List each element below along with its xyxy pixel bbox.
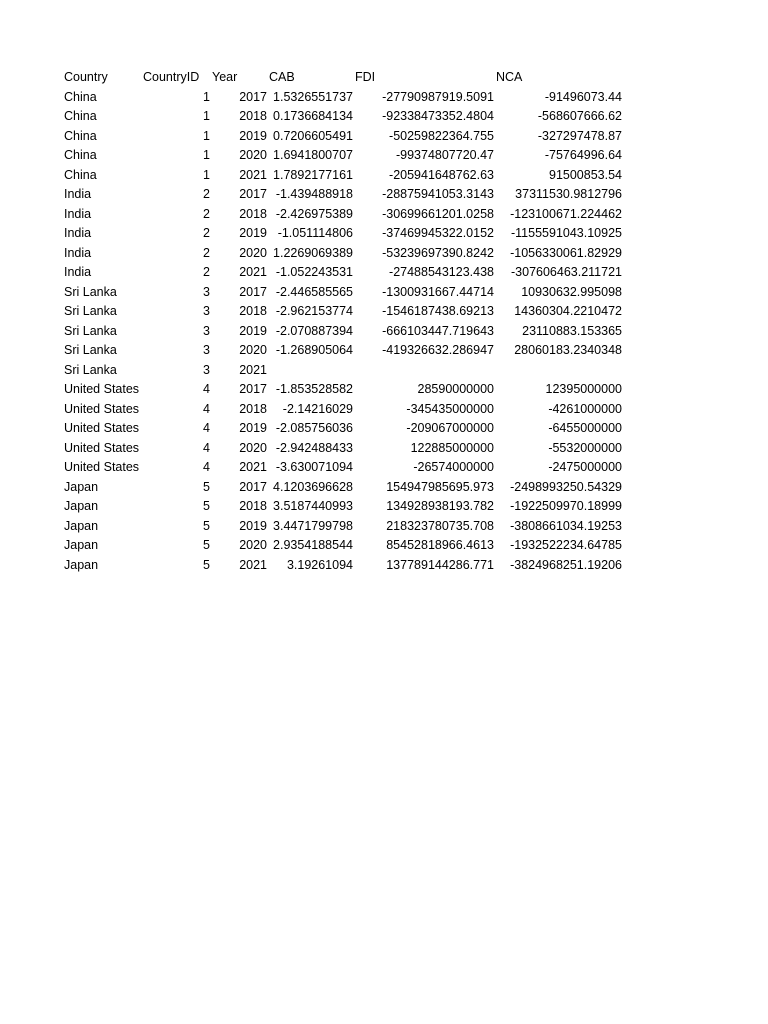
cell-fdi: -37469945322.0152 bbox=[382, 226, 494, 240]
cell-fdi: -1300931667.44714 bbox=[382, 284, 494, 299]
cell-cab: -2.446585565 bbox=[275, 284, 353, 299]
cell-nca: -6455000000 bbox=[548, 421, 622, 435]
cell-country: China bbox=[64, 148, 97, 162]
table-row bbox=[0, 88, 768, 108]
cell-cab: -2.085756036 bbox=[275, 421, 353, 435]
cell-year: 2019 bbox=[239, 323, 267, 338]
table-row bbox=[0, 244, 768, 264]
cell-year: 2021 bbox=[239, 167, 267, 182]
cell-cab: -1.439488918 bbox=[275, 187, 353, 201]
data-table bbox=[0, 68, 768, 575]
cell-country: Japan bbox=[64, 518, 99, 533]
cell-fdi: 122885000000 bbox=[410, 440, 494, 455]
cell-country-id: 1 bbox=[203, 148, 210, 162]
cell-country-id: 2 bbox=[203, 226, 210, 240]
cell-country-id: 2 bbox=[203, 265, 210, 279]
cell-cab: -2.942488433 bbox=[275, 440, 353, 455]
table-row bbox=[0, 536, 768, 556]
cell-country: United States bbox=[64, 440, 140, 455]
cell-cab: -2.070887394 bbox=[275, 323, 353, 338]
cell-nca: -1932522234.64785 bbox=[510, 538, 622, 552]
cell-year: 2017 bbox=[239, 479, 267, 494]
cell-fdi: -53239697390.8242 bbox=[382, 245, 494, 260]
cell-nca: 28060183.2340348 bbox=[514, 343, 622, 357]
cell-country-id: 3 bbox=[203, 304, 210, 318]
table-row bbox=[0, 185, 768, 205]
cell-country-id: 5 bbox=[203, 538, 210, 552]
table-row bbox=[0, 224, 768, 244]
cell-nca: 23110883.153365 bbox=[522, 323, 622, 338]
cell-cab: 2.9354188544 bbox=[273, 538, 353, 552]
cell-cab: 1.7892177161 bbox=[273, 167, 353, 182]
cell-nca: -3824968251.19206 bbox=[510, 557, 622, 572]
cell-cab: -1.051114806 bbox=[277, 226, 353, 240]
cell-country-id: 4 bbox=[203, 460, 210, 474]
cell-fdi: -99374807720.47 bbox=[395, 148, 494, 162]
cell-country: Sri Lanka bbox=[64, 362, 117, 377]
cell-year: 2018 bbox=[239, 401, 267, 416]
cell-fdi: -1546187438.69213 bbox=[382, 304, 494, 318]
cell-fdi: -92338473352.4804 bbox=[382, 109, 494, 123]
cell-cab: -2.426975389 bbox=[275, 206, 353, 221]
cell-country: Japan bbox=[64, 479, 99, 494]
cell-cab: 1.2269069389 bbox=[273, 245, 353, 260]
table-row bbox=[0, 419, 768, 439]
cell-year: 2021 bbox=[239, 557, 267, 572]
cell-fdi: -26574000000 bbox=[413, 460, 494, 474]
cell-country: India bbox=[64, 265, 92, 279]
cell-country: Japan bbox=[64, 538, 99, 552]
cell-fdi: -50259822364.755 bbox=[389, 128, 494, 143]
cell-country-id: 3 bbox=[203, 323, 210, 338]
cell-nca: 12395000000 bbox=[545, 382, 622, 396]
cell-year: 2020 bbox=[239, 245, 267, 260]
table-row bbox=[0, 380, 768, 400]
cell-country-id: 4 bbox=[203, 382, 210, 396]
cell-cab: -1.268905064 bbox=[275, 343, 353, 357]
cell-country: United States bbox=[64, 421, 140, 435]
cell-country: China bbox=[64, 167, 97, 182]
table-row bbox=[0, 322, 768, 342]
table-row bbox=[0, 517, 768, 537]
cell-cab: -2.14216029 bbox=[282, 401, 353, 416]
cell-fdi: -28875941053.3143 bbox=[382, 187, 494, 201]
cell-year: 2018 bbox=[239, 499, 267, 513]
cell-country-id: 5 bbox=[203, 499, 210, 513]
cell-country-id: 5 bbox=[203, 557, 210, 572]
cell-nca: -91496073.44 bbox=[544, 89, 622, 104]
cell-country: India bbox=[64, 206, 92, 221]
cell-fdi: 85452818966.4613 bbox=[386, 538, 494, 552]
cell-cab: 1.5326551737 bbox=[273, 89, 353, 104]
cell-year: 2021 bbox=[239, 362, 267, 377]
cell-nca: -1056330061.82929 bbox=[510, 245, 622, 260]
cell-year: 2019 bbox=[239, 226, 267, 240]
cell-country: India bbox=[64, 187, 92, 201]
cell-country: China bbox=[64, 89, 97, 104]
header-year: Year bbox=[212, 70, 238, 84]
cell-fdi: -27488543123.438 bbox=[389, 265, 494, 279]
cell-fdi: -27790987919.5091 bbox=[382, 89, 494, 104]
cell-country: United States bbox=[64, 401, 140, 416]
cell-nca: -1155591043.10925 bbox=[511, 226, 622, 240]
cell-year: 2019 bbox=[239, 518, 267, 533]
cell-nca: -3808661034.19253 bbox=[510, 518, 622, 533]
cell-year: 2020 bbox=[239, 148, 267, 162]
cell-cab: 3.19261094 bbox=[286, 557, 353, 572]
cell-cab: -2.962153774 bbox=[275, 304, 353, 318]
table-row bbox=[0, 458, 768, 478]
table-row bbox=[0, 205, 768, 225]
cell-fdi: -205941648762.63 bbox=[389, 167, 494, 182]
cell-country: China bbox=[64, 128, 97, 143]
cell-year: 2017 bbox=[239, 187, 267, 201]
cell-country-id: 4 bbox=[203, 440, 210, 455]
cell-year: 2018 bbox=[239, 206, 267, 221]
table-header-row bbox=[0, 68, 768, 88]
cell-nca: 37311530.9812796 bbox=[515, 187, 622, 201]
cell-fdi: -30699661201.0258 bbox=[382, 206, 494, 221]
cell-cab: 4.1203696628 bbox=[273, 479, 353, 494]
header-nca: NCA bbox=[496, 70, 523, 84]
table-row bbox=[0, 341, 768, 361]
cell-nca: -2498993250.54329 bbox=[510, 479, 622, 494]
cell-nca: -568607666.62 bbox=[537, 109, 622, 123]
cell-fdi: -666103447.719643 bbox=[382, 323, 494, 338]
cell-cab: -1.052243531 bbox=[275, 265, 353, 279]
cell-country-id: 1 bbox=[203, 89, 210, 104]
table-row bbox=[0, 439, 768, 459]
cell-country: India bbox=[64, 245, 92, 260]
cell-country-id: 2 bbox=[203, 187, 210, 201]
cell-cab: 1.6941800707 bbox=[273, 148, 353, 162]
table-row bbox=[0, 478, 768, 498]
cell-country-id: 3 bbox=[203, 284, 210, 299]
cell-country-id: 2 bbox=[203, 245, 210, 260]
header-country: Country bbox=[64, 70, 108, 84]
cell-nca: -327297478.87 bbox=[537, 128, 622, 143]
cell-nca: -2475000000 bbox=[548, 460, 622, 474]
cell-fdi: -345435000000 bbox=[406, 401, 494, 416]
table-body bbox=[0, 88, 768, 576]
cell-fdi: 134928938193.782 bbox=[386, 499, 494, 513]
table-row bbox=[0, 400, 768, 420]
cell-country: Sri Lanka bbox=[64, 304, 117, 318]
cell-year: 2019 bbox=[239, 421, 267, 435]
cell-nca: 14360304.2210472 bbox=[514, 304, 622, 318]
cell-fdi: 137789144286.771 bbox=[386, 557, 494, 572]
table-row bbox=[0, 263, 768, 283]
cell-country: China bbox=[64, 109, 97, 123]
cell-nca: 10930632.995098 bbox=[521, 284, 622, 299]
cell-year: 2018 bbox=[239, 304, 267, 318]
cell-country-id: 4 bbox=[203, 421, 210, 435]
table-row bbox=[0, 556, 768, 576]
cell-country-id: 2 bbox=[203, 206, 210, 221]
cell-nca: -307606463.211721 bbox=[511, 265, 622, 279]
cell-country: Sri Lanka bbox=[64, 323, 117, 338]
header-country-id: CountryID bbox=[143, 70, 200, 84]
cell-country-id: 4 bbox=[203, 401, 210, 416]
cell-country-id: 3 bbox=[203, 343, 210, 357]
header-fdi: FDI bbox=[355, 70, 376, 84]
cell-country-id: 1 bbox=[203, 128, 210, 143]
cell-year: 2020 bbox=[239, 343, 267, 357]
cell-nca: -75764996.64 bbox=[544, 148, 622, 162]
cell-year: 2017 bbox=[239, 89, 267, 104]
cell-nca: -123100671.224462 bbox=[510, 206, 622, 221]
table-row bbox=[0, 283, 768, 303]
cell-year: 2018 bbox=[239, 109, 267, 123]
cell-cab: 3.5187440993 bbox=[273, 499, 353, 513]
cell-country: United States bbox=[64, 460, 140, 474]
table-row bbox=[0, 127, 768, 147]
cell-year: 2019 bbox=[239, 128, 267, 143]
cell-cab: -3.630071094 bbox=[275, 460, 353, 474]
cell-country-id: 1 bbox=[203, 109, 210, 123]
cell-country-id: 5 bbox=[203, 518, 210, 533]
cell-year: 2017 bbox=[239, 284, 267, 299]
cell-country-id: 3 bbox=[203, 362, 210, 377]
cell-nca: -5532000000 bbox=[548, 440, 622, 455]
table-row bbox=[0, 302, 768, 322]
cell-country: Japan bbox=[64, 499, 99, 513]
cell-year: 2017 bbox=[239, 382, 267, 396]
cell-cab: -1.853528582 bbox=[275, 382, 353, 396]
cell-year: 2020 bbox=[239, 538, 267, 552]
cell-country: Japan bbox=[64, 557, 99, 572]
header-cab: CAB bbox=[269, 70, 295, 84]
cell-country-id: 1 bbox=[203, 167, 210, 182]
cell-fdi: -209067000000 bbox=[406, 421, 494, 435]
cell-fdi: 154947985695.973 bbox=[386, 479, 494, 494]
cell-cab: 0.7206605491 bbox=[273, 128, 353, 143]
cell-country-id: 5 bbox=[203, 479, 210, 494]
cell-cab: 0.1736684134 bbox=[273, 109, 353, 123]
table-row bbox=[0, 497, 768, 517]
cell-country: India bbox=[64, 226, 92, 240]
cell-fdi: 218323780735.708 bbox=[386, 518, 494, 533]
cell-country: Sri Lanka bbox=[64, 284, 117, 299]
cell-year: 2021 bbox=[239, 460, 267, 474]
cell-fdi: -419326632.286947 bbox=[382, 343, 494, 357]
table-row bbox=[0, 166, 768, 186]
cell-fdi: 28590000000 bbox=[417, 382, 494, 396]
table-row bbox=[0, 107, 768, 127]
cell-year: 2021 bbox=[239, 265, 267, 279]
cell-nca: 91500853.54 bbox=[549, 167, 622, 182]
cell-cab: 3.4471799798 bbox=[273, 518, 353, 533]
cell-nca: -1922509970.18999 bbox=[510, 499, 622, 513]
cell-nca: -4261000000 bbox=[548, 401, 622, 416]
table-row bbox=[0, 146, 768, 166]
cell-country: United States bbox=[64, 382, 140, 396]
cell-country: Sri Lanka bbox=[64, 343, 117, 357]
table-row bbox=[0, 361, 768, 381]
cell-year: 2020 bbox=[239, 440, 267, 455]
